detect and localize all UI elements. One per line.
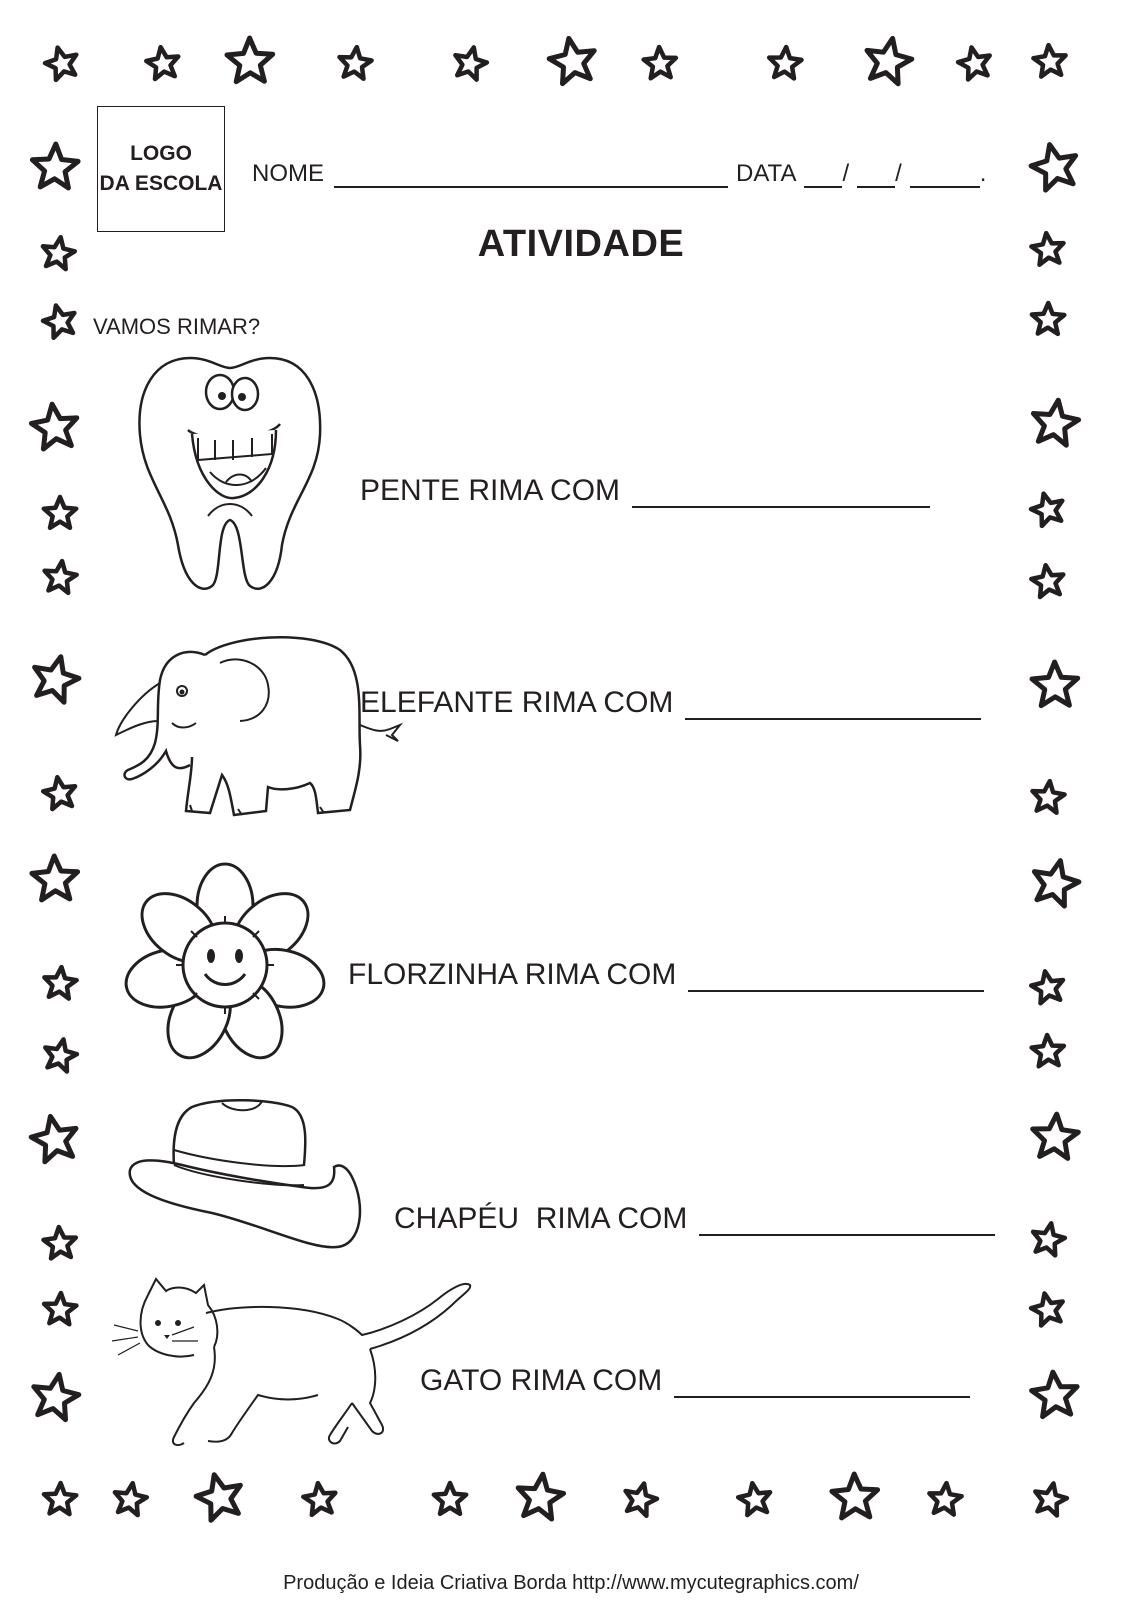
star-icon <box>549 38 594 83</box>
star-icon <box>227 38 273 82</box>
instructions: VAMOS RIMAR? <box>93 314 261 339</box>
star-icon <box>832 1474 878 1518</box>
rhyme-label: GATO RIMA COM <box>420 1364 663 1397</box>
rhyme-row-5 <box>420 1364 970 1398</box>
footer-credit: Produção e Ideia Criativa Borda http://www.mycutegraphics.com/ <box>283 1572 859 1594</box>
star-icon <box>1031 145 1076 191</box>
answer-field[interactable] <box>632 478 930 508</box>
answer-field[interactable] <box>674 1368 970 1398</box>
rhyme-row-3 <box>348 958 984 992</box>
answer-field[interactable] <box>699 1206 995 1236</box>
flower-icon <box>115 858 335 1073</box>
star-icon <box>1033 45 1065 77</box>
star-icon <box>455 47 487 79</box>
star-icon <box>518 1474 563 1519</box>
star-icon <box>1031 565 1063 597</box>
star-icon <box>1031 971 1063 1003</box>
logo-line-1: LOGO <box>130 142 192 165</box>
hat-icon <box>122 1095 367 1255</box>
date-label: DATA <box>736 160 797 187</box>
star-icon <box>32 144 78 188</box>
star-icon <box>44 1293 76 1324</box>
star-icon <box>45 48 76 80</box>
star-icon <box>1033 1223 1065 1255</box>
star-icon <box>43 306 74 338</box>
name-label: NOME <box>252 160 324 187</box>
star-icon <box>644 47 676 78</box>
tooth-icon <box>130 350 330 600</box>
star-icon <box>45 561 77 593</box>
answer-field[interactable] <box>685 690 981 720</box>
star-icon <box>1032 303 1064 334</box>
star-icon <box>31 1116 76 1161</box>
cat-icon <box>108 1275 473 1460</box>
star-icon <box>929 1483 961 1515</box>
star-icon <box>1032 1372 1078 1417</box>
star-icon <box>1033 400 1078 445</box>
rhyme-row-1 <box>360 474 930 508</box>
star-icon <box>626 1484 657 1516</box>
school-logo-placeholder <box>97 106 225 232</box>
rhyme-label: FLORZINHA RIMA COM <box>348 958 677 991</box>
star-icon <box>1032 1035 1064 1066</box>
header-row <box>252 158 986 188</box>
date-year-field[interactable] <box>910 164 980 188</box>
star-icon <box>769 47 801 78</box>
star-icon <box>1032 662 1078 706</box>
star-icon <box>340 47 372 79</box>
star-icon <box>867 38 912 83</box>
star-icon <box>958 47 990 79</box>
star-icon <box>1031 1293 1063 1325</box>
star-icon <box>43 777 75 809</box>
star-icon <box>35 657 79 703</box>
rhyme-row-4 <box>394 1202 995 1236</box>
star-icon <box>1033 781 1065 813</box>
date-month-field[interactable] <box>857 164 895 188</box>
date-separator: / <box>895 160 902 187</box>
page-title: ATIVIDADE <box>477 223 685 265</box>
rhyme-label: ELEFANTE RIMA COM <box>360 686 674 719</box>
star-icon <box>146 47 178 79</box>
star-icon <box>1033 1114 1079 1158</box>
star-icon <box>32 856 78 900</box>
answer-field[interactable] <box>688 962 984 992</box>
star-icon <box>44 967 76 999</box>
elephant-icon <box>110 625 405 825</box>
star-icon <box>34 1374 79 1419</box>
star-icon <box>196 1475 240 1521</box>
star-icon <box>45 1039 77 1071</box>
star-icon <box>434 1483 466 1514</box>
star-icon <box>303 1483 335 1515</box>
logo-line-2: DA ESCOLA <box>99 172 223 195</box>
star-icon <box>1035 1483 1067 1515</box>
date-end: . <box>979 160 987 187</box>
name-field[interactable] <box>334 164 728 188</box>
rhyme-row-2 <box>360 686 981 720</box>
star-icon <box>1031 494 1062 526</box>
date-separator: / <box>842 160 850 187</box>
rhyme-label: PENTE RIMA COM <box>360 474 621 507</box>
star-icon <box>44 497 76 528</box>
star-icon <box>115 1483 147 1515</box>
date-day-field[interactable] <box>804 164 842 188</box>
rhyme-label: CHAPÉU RIMA COM <box>394 1202 688 1235</box>
star-icon <box>738 1483 770 1515</box>
star-icon <box>44 1227 76 1258</box>
star-icon <box>44 1483 76 1514</box>
star-icon <box>1034 861 1079 907</box>
star-icon <box>31 404 76 449</box>
